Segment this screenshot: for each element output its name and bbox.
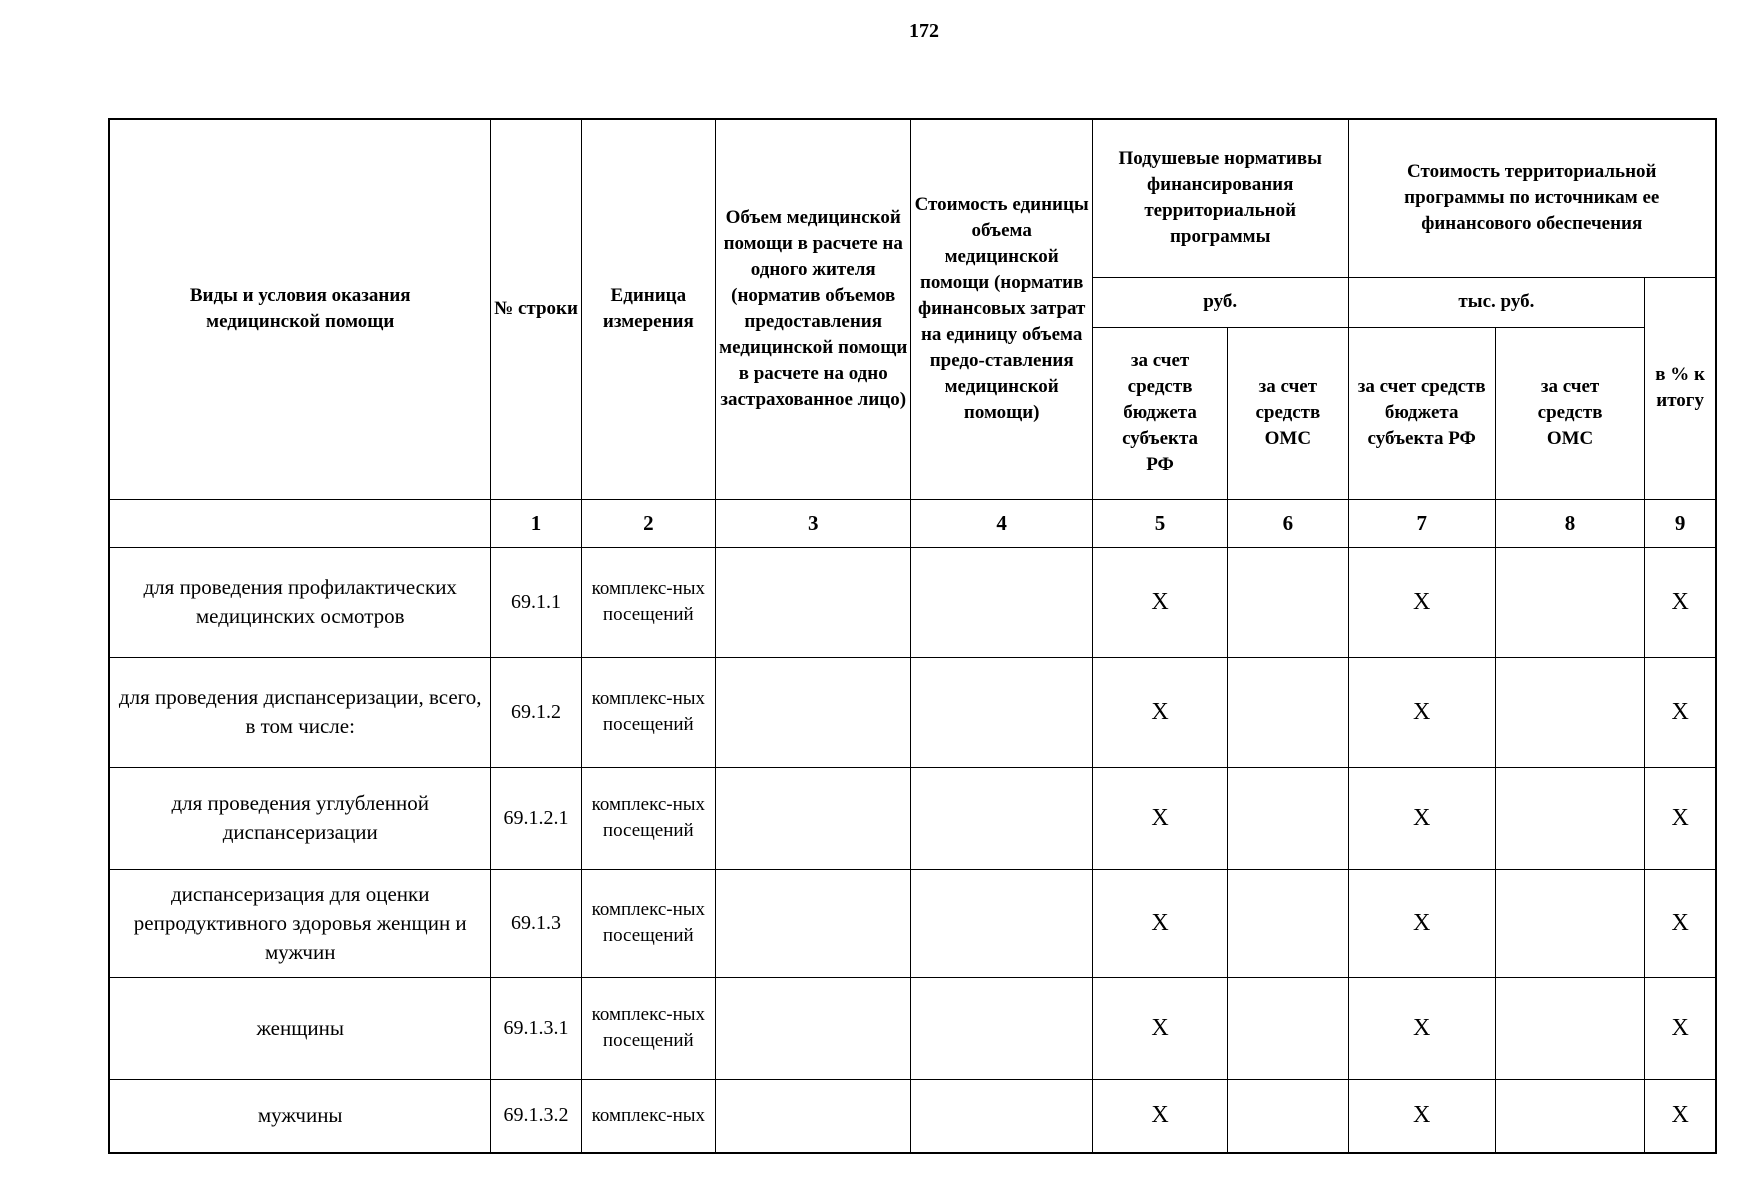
column-number [109, 499, 491, 547]
row-budget-rf-2: X [1348, 657, 1495, 767]
column-number: 3 [715, 499, 910, 547]
row-oms [1228, 767, 1348, 869]
row-oms [1228, 657, 1348, 767]
row-name: для проведения углубленной диспансеризации [109, 767, 491, 869]
row-percent: X [1645, 767, 1716, 869]
row-cost [911, 869, 1092, 977]
row-percent: X [1645, 869, 1716, 977]
row-oms [1228, 1079, 1348, 1153]
row-unit: комплекс-ных посещений [581, 869, 715, 977]
row-budget-rf-2: X [1348, 977, 1495, 1079]
row-budget-rf-2: X [1348, 767, 1495, 869]
header-territorial-cost: Стоимость территориальной программы по источникам ее финансового обеспечения [1348, 119, 1716, 277]
header-types: Виды и условия оказания медицинской помощи [109, 119, 491, 499]
column-number: 9 [1645, 499, 1716, 547]
row-code: 69.1.3.2 [491, 1079, 581, 1153]
column-number: 2 [581, 499, 715, 547]
row-volume [715, 657, 910, 767]
row-budget-rf: X [1092, 1079, 1227, 1153]
row-percent: X [1645, 977, 1716, 1079]
row-unit: комплекс-ных посещений [581, 657, 715, 767]
column-number: 6 [1228, 499, 1348, 547]
row-name: для проведения профилактических медицинских осмотров [109, 547, 491, 657]
column-numbers-row [109, 499, 1716, 547]
row-budget-rf-2: X [1348, 1079, 1495, 1153]
row-volume [715, 869, 910, 977]
row-volume [715, 1079, 910, 1153]
page-number: 172 [909, 20, 939, 42]
column-number: 5 [1092, 499, 1227, 547]
financing-table [108, 118, 1717, 1154]
row-budget-rf: X [1092, 977, 1227, 1079]
row-budget-rf-2: X [1348, 869, 1495, 977]
header-percent: в % к итогу [1645, 277, 1716, 499]
row-unit: комплекс-ных посещений [581, 977, 715, 1079]
row-unit: комплекс-ных посещений [581, 767, 715, 869]
header-budget-rf: за счет средств бюджета субъекта РФ [1092, 327, 1227, 499]
header-thousand-rub: тыс. руб. [1348, 277, 1645, 327]
row-percent: X [1645, 657, 1716, 767]
row-oms-2 [1495, 1079, 1644, 1153]
table-row [109, 547, 1716, 657]
row-name: мужчины [109, 1079, 491, 1153]
header-unit: Единица измерения [581, 119, 715, 499]
row-oms-2 [1495, 977, 1644, 1079]
row-budget-rf: X [1092, 869, 1227, 977]
row-oms [1228, 977, 1348, 1079]
row-budget-rf: X [1092, 657, 1227, 767]
row-code: 69.1.1 [491, 547, 581, 657]
row-cost [911, 1079, 1092, 1153]
row-name: для проведения диспансеризации, всего, в том числе: [109, 657, 491, 767]
row-cost [911, 657, 1092, 767]
table-row [109, 657, 1716, 767]
column-number: 7 [1348, 499, 1495, 547]
table-row [109, 977, 1716, 1079]
column-number: 1 [491, 499, 581, 547]
header-oms-2: за счет средств ОМС [1495, 327, 1644, 499]
table-row [109, 767, 1716, 869]
row-percent: X [1645, 1079, 1716, 1153]
row-oms-2 [1495, 767, 1644, 869]
row-oms-2 [1495, 547, 1644, 657]
row-unit: комплекс-ных посещений [581, 547, 715, 657]
row-code: 69.1.2.1 [491, 767, 581, 869]
table-row [109, 869, 1716, 977]
column-number: 8 [1495, 499, 1644, 547]
row-budget-rf-2: X [1348, 547, 1495, 657]
header-oms: за счет средств ОМС [1228, 327, 1348, 499]
header-per-capita: Подушевые нормативы финансирования территориальной программы [1092, 119, 1348, 277]
row-volume [715, 547, 910, 657]
header-cost: Стоимость единицы объема медицинской помощи (норматив финансовых затрат на единицу объема предо-ставления медицинской помощи) [911, 119, 1092, 499]
row-cost [911, 767, 1092, 869]
row-name: женщины [109, 977, 491, 1079]
header-row-no: № строки [491, 119, 581, 499]
row-volume [715, 767, 910, 869]
row-oms [1228, 869, 1348, 977]
row-cost [911, 547, 1092, 657]
table-row [109, 1079, 1716, 1153]
header-volume: Объем медицинской помощи в расчете на одного жителя (норматив объемов предоставления медицинской помощи в расчете на одно застрахованное лицо) [715, 119, 910, 499]
row-volume [715, 977, 910, 1079]
row-oms-2 [1495, 657, 1644, 767]
row-oms-2 [1495, 869, 1644, 977]
row-name: диспансеризация для оценки репродуктивного здоровья женщин и мужчин [109, 869, 491, 977]
row-unit: комплекс-ных [581, 1079, 715, 1153]
row-oms [1228, 547, 1348, 657]
row-budget-rf: X [1092, 767, 1227, 869]
row-code: 69.1.3.1 [491, 977, 581, 1079]
row-cost [911, 977, 1092, 1079]
row-code: 69.1.3 [491, 869, 581, 977]
column-number: 4 [911, 499, 1092, 547]
header-budget-rf-2: за счет средств бюджета субъекта РФ [1348, 327, 1495, 499]
row-budget-rf: X [1092, 547, 1227, 657]
header-rub: руб. [1092, 277, 1348, 327]
row-code: 69.1.2 [491, 657, 581, 767]
row-percent: X [1645, 547, 1716, 657]
